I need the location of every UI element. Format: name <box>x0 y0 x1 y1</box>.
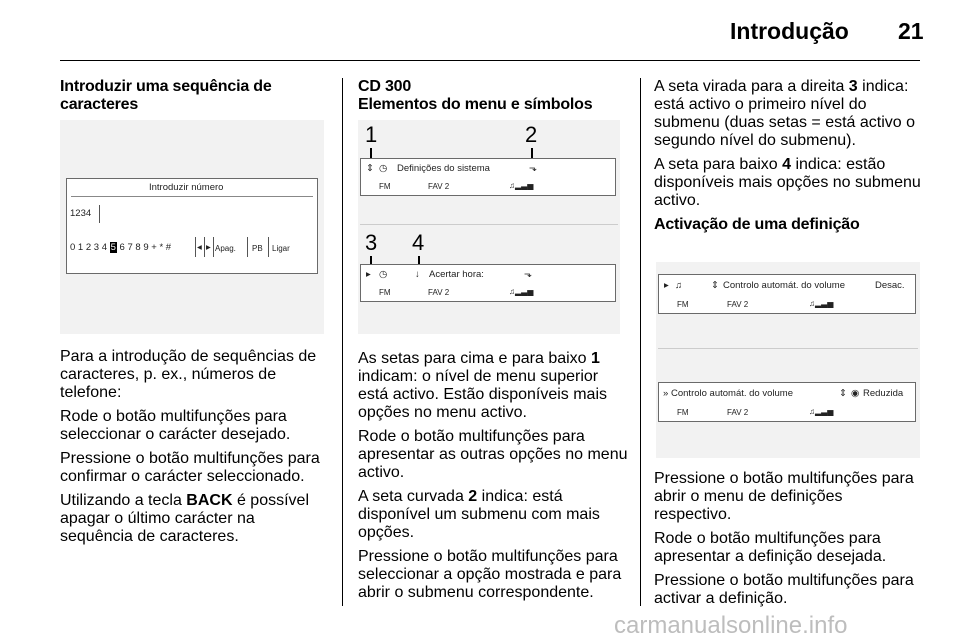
text: é possível apagar o último carácter na sequência de caracteres. <box>60 492 309 545</box>
selected-char: 5 <box>110 242 116 253</box>
paragraph <box>654 156 922 210</box>
text: A seta virada para a direita <box>654 78 849 95</box>
callout-1: 1 <box>365 122 378 147</box>
paragraph: Pressione o botão multifunções para confirmar o carácter seleccionado. <box>60 450 320 485</box>
band-label: FM <box>677 408 689 417</box>
text: Utilizando a tecla <box>60 492 187 509</box>
callout-3: 3 <box>365 230 378 255</box>
clock-icon: ◷ <box>379 269 388 280</box>
favourite-label: FAV 2 <box>428 182 450 191</box>
paragraph: Rode o botão multifunções para apresentar a definição desejada. <box>654 530 887 565</box>
paragraph: Rode o botão multifunções para seleccionar o carácter desejado. <box>60 408 291 443</box>
cursor <box>99 205 100 223</box>
radio-selected-icon: ◉ <box>851 388 860 399</box>
up-down-arrows-icon: ⇕ <box>839 388 847 399</box>
paragraph <box>60 492 328 546</box>
menu-label: Definições do sistema <box>397 163 490 174</box>
display-screen <box>66 178 318 274</box>
favourite-label: FAV 2 <box>428 288 450 297</box>
chars-before: 0 1 2 3 4 <box>70 242 110 253</box>
column-3-text-lower <box>654 470 922 614</box>
band-label: FM <box>677 300 689 309</box>
section-subtitle: CD 300 <box>358 78 412 95</box>
favourite-label: FAV 2 <box>727 300 749 309</box>
submenu-arrow-icon: ⬎ <box>524 269 532 280</box>
paragraph <box>358 488 628 542</box>
column-divider <box>640 78 641 606</box>
delete-button: Apag. <box>215 244 236 253</box>
separator <box>247 237 248 257</box>
page-number: 21 <box>898 18 924 44</box>
callout-ref: 1 <box>591 350 600 367</box>
column-2-text <box>358 350 628 608</box>
setting-label: Controlo automát. do volume <box>723 280 845 291</box>
right-arrow-icon: ▸ <box>664 280 669 291</box>
section-heading: Elementos do menu e símbolos <box>358 96 593 113</box>
column-2 <box>358 78 626 114</box>
double-right-arrow-icon: » <box>663 388 669 399</box>
column-1 <box>60 78 325 114</box>
figure-divider <box>658 348 918 349</box>
text: indica: está activo o primeiro nível do submenu (duas setas = está activo o segundo nível do submenu). <box>654 78 916 149</box>
arrow-left-icon: ◂ <box>197 242 202 253</box>
text: As setas para cima e para baixo <box>358 350 592 367</box>
right-arrow-icon: ▸ <box>366 269 371 280</box>
separator <box>204 237 205 257</box>
section-heading: Introduzir uma sequência de caracteres <box>60 78 272 113</box>
text: indica: estão disponíveis mais opções no submenu activo. <box>654 156 921 209</box>
text: indicam: o nível de menu superior está activo. Estão disponíveis mais opções no menu activo. <box>358 368 608 421</box>
column-divider <box>342 78 343 606</box>
screen-title: Introduzir número <box>149 182 224 193</box>
separator <box>268 237 269 257</box>
paragraph: Para a introdução de sequências de caracteres, p. ex., números de telefone: <box>60 348 317 401</box>
setting-label: Controlo automát. do volume <box>671 388 793 399</box>
callout-2: 2 <box>525 122 538 147</box>
up-down-arrows-icon: ⇕ <box>366 163 374 174</box>
text: A seta para baixo <box>654 156 783 173</box>
band-label: FM <box>379 288 391 297</box>
paragraph: Pressione o botão multifunções para seleccionar a opção mostrada e para abrir o submenu correspondente. <box>358 548 622 601</box>
paragraph: Rode o botão multifunções para apresentar as outras opções no menu activo. <box>358 428 628 481</box>
back-key: BACK <box>186 492 233 509</box>
section-heading: Activação de uma definição <box>654 216 860 233</box>
music-signal-icon: ♫▂▃▅ <box>509 287 534 296</box>
menu-label: Acertar hora: <box>429 269 484 280</box>
figure-divider <box>360 224 618 225</box>
arrow-right-icon: ▸ <box>206 242 211 253</box>
separator <box>195 237 196 257</box>
music-signal-icon: ♫▂▃▅ <box>509 181 534 190</box>
figure-character-entry <box>60 120 324 334</box>
callout-4: 4 <box>412 230 425 255</box>
display-screen-2 <box>360 264 616 302</box>
chars-after: 6 7 8 9 + * # <box>116 242 172 253</box>
favourite-label: FAV 2 <box>727 408 749 417</box>
phonebook-button: PB <box>252 244 263 253</box>
clock-icon: ◷ <box>379 163 388 174</box>
callout-ref: 4 <box>782 156 791 173</box>
display-screen-1 <box>658 274 916 314</box>
header-rule <box>60 60 920 61</box>
paragraph: Pressione o botão multifunções para activar a definição. <box>654 572 914 607</box>
separator <box>213 237 214 257</box>
figure-setting-activation <box>656 262 920 458</box>
callout-ref: 3 <box>848 78 858 95</box>
up-down-arrows-icon: ⇕ <box>711 280 719 291</box>
text: A seta curvada <box>358 488 469 505</box>
watermark-url: carmanualsonline.info <box>614 612 848 639</box>
setting-value: Reduzida <box>863 388 904 399</box>
down-arrow-icon: ↓ <box>415 269 420 280</box>
char-row <box>70 242 171 253</box>
callout-ref: 2 <box>468 488 478 505</box>
figure-menu-symbols <box>358 120 620 334</box>
display-screen-2 <box>658 382 916 422</box>
paragraph <box>358 350 628 422</box>
paragraph: Pressione o botão multifunções para abrir o menu de definições respectivo. <box>654 470 914 523</box>
entry-text: 1234 <box>70 208 92 219</box>
text: indica: está disponível um submenu com mais opções. <box>358 488 600 541</box>
submenu-arrow-icon: ⬎ <box>529 163 537 174</box>
band-label: FM <box>379 182 391 191</box>
paragraph <box>654 78 922 150</box>
display-screen-1 <box>360 158 616 196</box>
music-signal-icon: ♫▂▃▅ <box>809 407 834 416</box>
column-1-text <box>60 348 328 552</box>
column-3-text <box>654 78 922 234</box>
screen-divider <box>71 196 313 197</box>
music-signal-icon: ♫▂▃▅ <box>809 299 834 308</box>
page-title: Introdução <box>730 18 849 44</box>
call-button: Ligar <box>272 244 290 253</box>
music-note-icon: ♫ <box>675 280 683 291</box>
setting-value: Desac. <box>875 280 905 291</box>
